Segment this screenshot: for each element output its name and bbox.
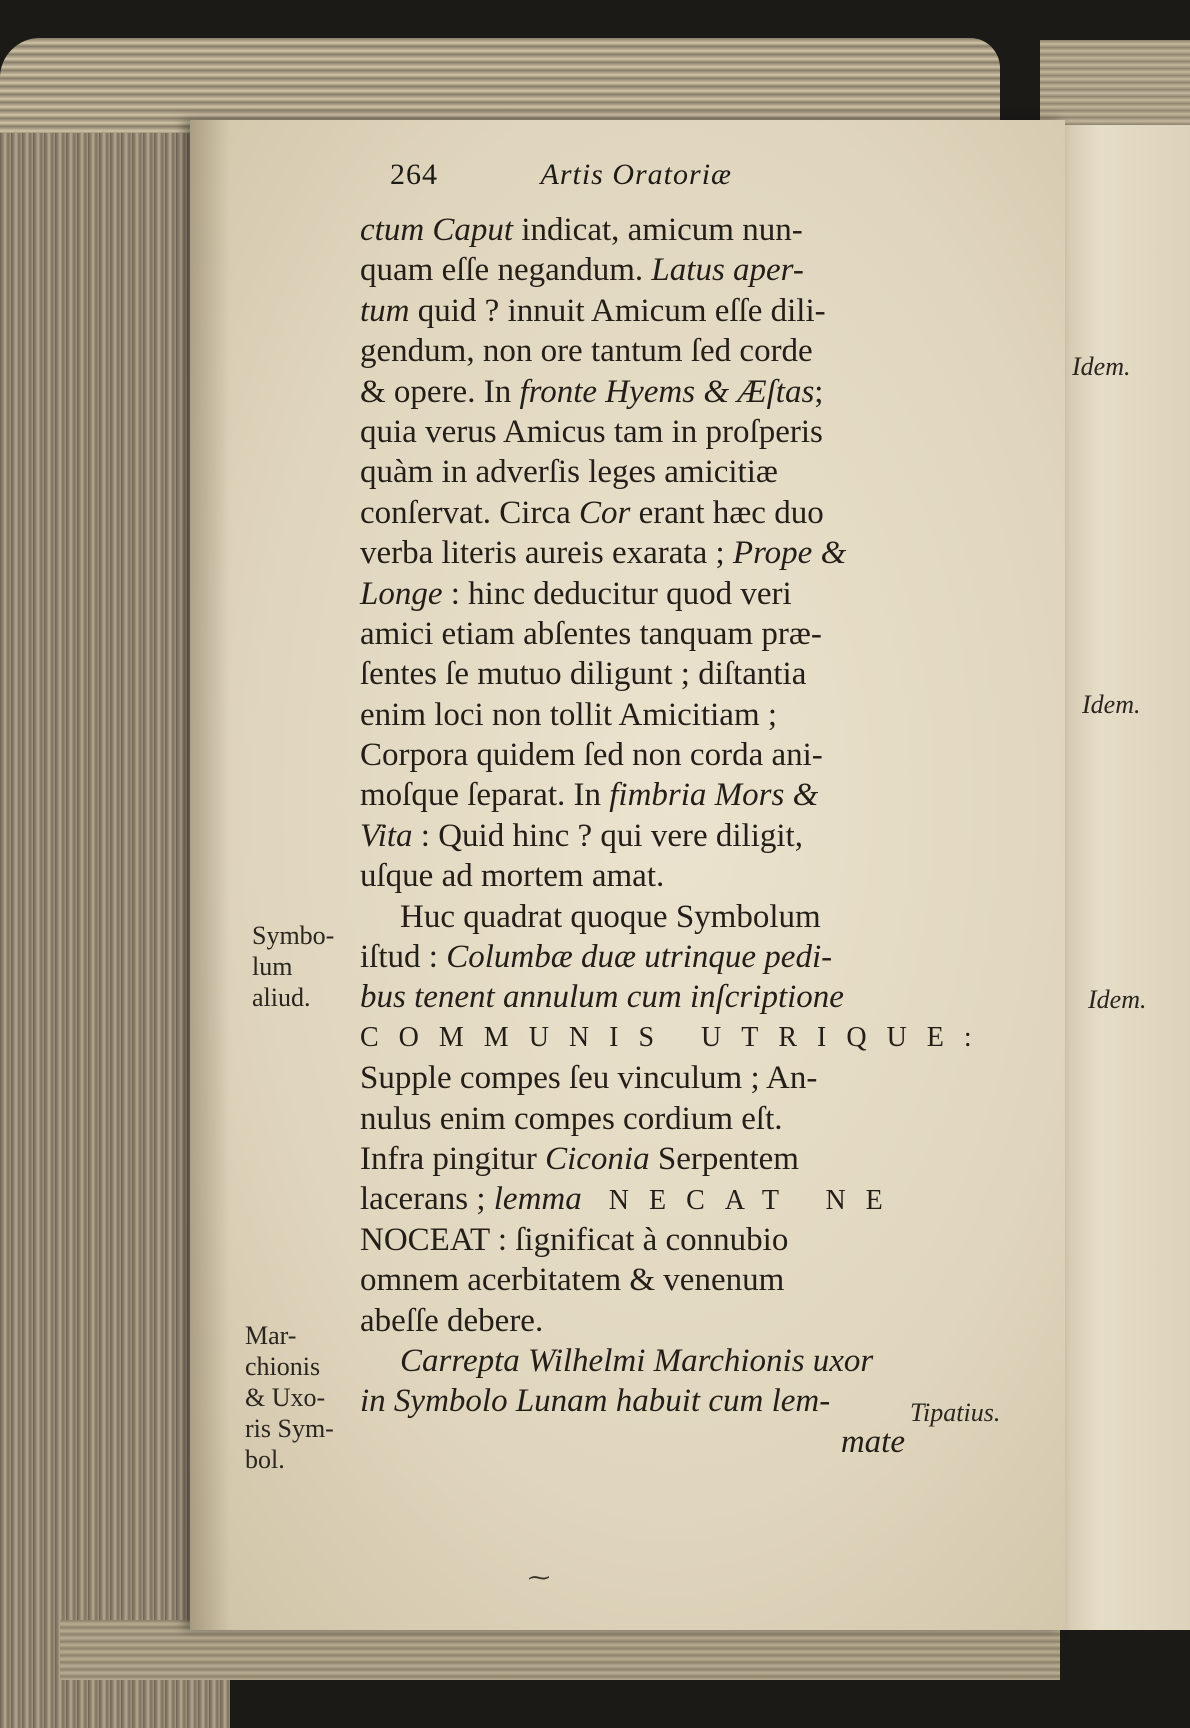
margin-note-idem: Idem.	[1072, 352, 1131, 381]
text-line: gendum, non ore tantum ſed corde	[360, 333, 813, 370]
running-header	[390, 158, 732, 192]
text-line: NOCEAT : ſignificat à connubio	[360, 1221, 789, 1258]
text-line: in Symbolo Lunam habuit cum lem-	[360, 1383, 831, 1420]
text-line: verba literis aureis exarata ; Prope &	[360, 535, 847, 572]
text-line: Supple compes ſeu vinculum ; An-	[360, 1060, 818, 1097]
page-gutter-shadow	[190, 120, 230, 1630]
catchword: mate	[840, 1423, 905, 1460]
margin-note-idem: Idem.	[1088, 985, 1147, 1014]
text-line: enim loci non tollit Amicitiam ;	[360, 696, 778, 733]
text-line: quam eſſe negandum. Latus aper-	[360, 252, 804, 289]
text-line: conſervat. Circa Cor erant hæc duo	[360, 494, 824, 531]
text-line: nulus enim compes cordium eſt.	[360, 1100, 783, 1137]
text-line: Infra pingitur Ciconia Serpentem	[360, 1140, 799, 1177]
text-line: bus tenent annulum cum inſcriptione	[360, 979, 844, 1016]
text-line: lacerans ; lemma NECAT NE	[360, 1181, 903, 1218]
text-line: Carrepta Wilhelmi Marchionis uxor	[400, 1342, 874, 1379]
text-line: quàm in adverſis leges amicitiæ	[360, 454, 778, 491]
text-line: COMMUNIS UTRIQUE:	[360, 1021, 992, 1053]
text-line: omnem acerbitatem & venenum	[360, 1262, 785, 1299]
text-line: Vita : Quid hinc ? qui vere diligit,	[360, 817, 803, 854]
text-line: quia verus Amicus tam in proſperis	[360, 413, 823, 450]
text-line: Huc quadrat quoque Symbolum	[400, 898, 821, 935]
text-line: ctum Caput indicat, amicum nun-	[360, 212, 803, 248]
running-title: Artis Oratoriæ	[540, 158, 733, 191]
text-line: ſentes ſe mutuo diligunt ; diſtantia	[360, 656, 807, 693]
page-ornament-mark: ⁓	[528, 1565, 550, 1590]
text-line: Corpora quidem ſed non corda ani-	[360, 737, 823, 774]
text-line: Longe : hinc deducitur quod veri	[360, 575, 792, 612]
text-line: abeſſe debere.	[360, 1302, 544, 1339]
page-number: 264	[390, 158, 438, 191]
margin-note-tipatius: Tipatius.	[910, 1398, 1001, 1427]
text-line: iſtud : Columbæ duæ utrinque pedi-	[360, 939, 833, 976]
text-line: amici etiam abſentes tanquam præ-	[360, 615, 822, 652]
margin-note-symbolum: Symbo- lum aliud.	[252, 921, 335, 1012]
text-line: moſque ſeparat. In fimbria Mors &	[360, 777, 819, 814]
facing-page	[1060, 125, 1190, 1630]
page-edges-top	[0, 38, 1000, 133]
margin-note-idem: Idem.	[1082, 690, 1141, 719]
margin-note-marchionis: Mar- chionis & Uxo- ris Sym- bol.	[245, 1321, 334, 1474]
text-line: tum quid ? innuit Amicum eſſe dili-	[360, 292, 826, 329]
text-line: uſque ad mortem amat.	[360, 858, 665, 895]
text-line: & opere. In fronte Hyems & Æſtas;	[360, 373, 824, 410]
